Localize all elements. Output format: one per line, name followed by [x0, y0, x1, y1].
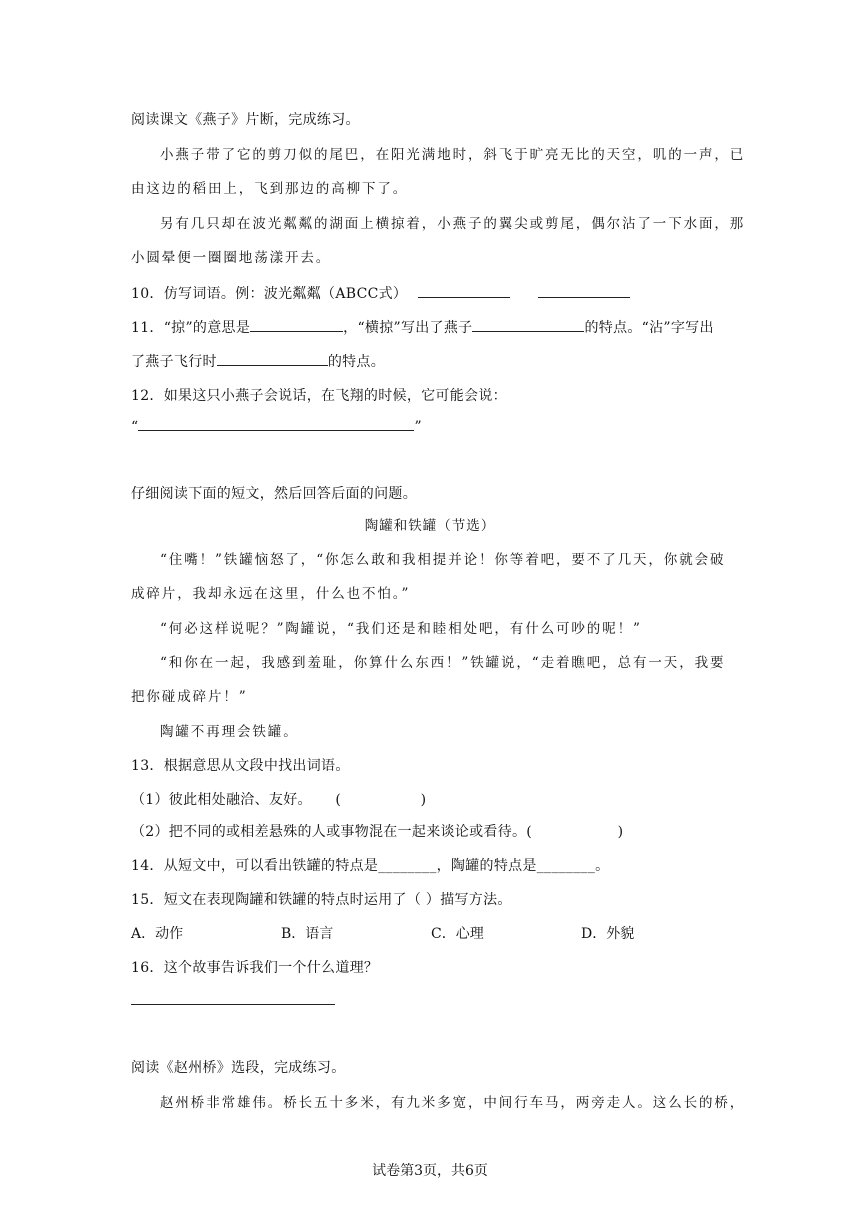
passage-line: 另有几只却在波光粼粼的湖面上横掠着，小燕子的翼尖或剪尾，偶尔沾了一下水面，那 [160, 216, 746, 232]
section2-intro: 仔细阅读下面的短文，然后回答后面的问题。 [131, 486, 417, 502]
question-10 [131, 283, 630, 304]
passage-line: 由这边的稻田上，飞到那边的高柳下了。 [131, 181, 409, 197]
question-16: 16．这个故事告诉我们一个什么道理？ [131, 960, 379, 976]
section3-intro: 阅读《赵州桥》选段，完成练习。 [131, 1060, 346, 1076]
answer-blank[interactable]: ________ [378, 858, 437, 874]
answer-blank[interactable] [418, 283, 510, 298]
question-11-text: ，“横掠”写出了燕子 [343, 320, 473, 336]
close-quote: ” [414, 419, 422, 435]
answer-blank[interactable] [538, 283, 630, 298]
question-13-1 [131, 790, 426, 810]
answer-blank[interactable] [250, 317, 343, 332]
question-13-2-text: （2）把不同的或相差悬殊的人或事物混在一起来谈论或看待。( [131, 824, 533, 840]
paren-close: ) [420, 792, 427, 808]
question-11 [131, 317, 714, 338]
question-15: 15．短文在表现陶罐和铁罐的特点时运用了（ ）描写方法。 [131, 892, 512, 908]
answer-blank[interactable] [472, 317, 584, 332]
question-13: 13．根据意思从文段中找出词语。 [131, 758, 350, 774]
question-11-text: 的特点。“沾”字写出 [584, 320, 714, 336]
option-a[interactable]: A．动作 [131, 926, 184, 942]
question-11-text: 11．“掠”的意思是 [131, 320, 251, 336]
passage-line: “住嘴！”铁罐恼怒了，“你怎么敢和我相提并论！你等着吧，要不了几天，你就会破 [160, 552, 726, 568]
answer-blank[interactable]: ________ [536, 858, 596, 874]
page-footer: 试卷第3页，共6页 [372, 1163, 488, 1179]
section1-intro: 阅读课文《燕子》片断，完成练习。 [131, 112, 360, 128]
passage-line: 成碎片，我却永远在这里，什么也不怕。” [131, 586, 411, 602]
option-b[interactable]: B．语言 [281, 926, 334, 942]
passage-line: 陶罐不再理会铁罐。 [160, 724, 299, 740]
question-14 [131, 856, 609, 876]
passage-line: 把你碰成碎片！” [131, 689, 248, 705]
passage-title: 陶罐和铁罐（节选） [364, 518, 496, 534]
question-14-text: 。 [595, 858, 610, 874]
question-11-cont [131, 351, 385, 372]
paren-open: ( [335, 792, 342, 808]
question-13-1-text: （1）彼此相处融洽、友好。 [131, 792, 312, 808]
answer-blank[interactable] [217, 351, 328, 366]
question-12-answer [131, 416, 422, 437]
question-11-text: 了燕子飞行时 [131, 354, 217, 370]
question-11-text: 的特点。 [327, 354, 386, 370]
question-13-2 [131, 822, 623, 842]
question-16-answer [131, 990, 335, 1011]
passage-line: “和你在一起，我感到羞耻，你算什么东西！”铁罐说，“走着瞧吧，总有一天，我要 [160, 655, 726, 671]
passage-line: 小燕子带了它的剪刀似的尾巴，在阳光满地时，斜飞于旷亮无比的天空，叽的一声，已 [160, 147, 746, 163]
passage-line: 赵州桥非常雄伟。桥长五十多米，有九米多宽，中间行车马，两旁走人。这么长的桥， [160, 1095, 746, 1111]
passage-line: “何必这样说呢？”陶罐说，“我们还是和睦相处吧，有什么可吵的呢！” [160, 621, 642, 637]
option-d[interactable]: D．外貌 [581, 926, 635, 942]
open-quote: “ [131, 419, 139, 435]
question-10-text: 10．仿写词语。例：波光粼粼（ABCC式） [131, 286, 408, 302]
option-c[interactable]: C．心理 [431, 926, 484, 942]
passage-line: 小圆晕便一圈圈地荡漾开去。 [131, 250, 332, 266]
answer-blank[interactable] [138, 416, 414, 431]
question-12: 12．如果这只小燕子会说话，在飞翔的时候，它可能会说： [131, 388, 507, 404]
question-14-text: 14．从短文中，可以看出铁罐的特点是 [131, 858, 379, 874]
answer-blank[interactable] [131, 990, 335, 1005]
paren-close: ) [617, 824, 624, 840]
question-14-text: ，陶罐的特点是 [436, 858, 537, 874]
